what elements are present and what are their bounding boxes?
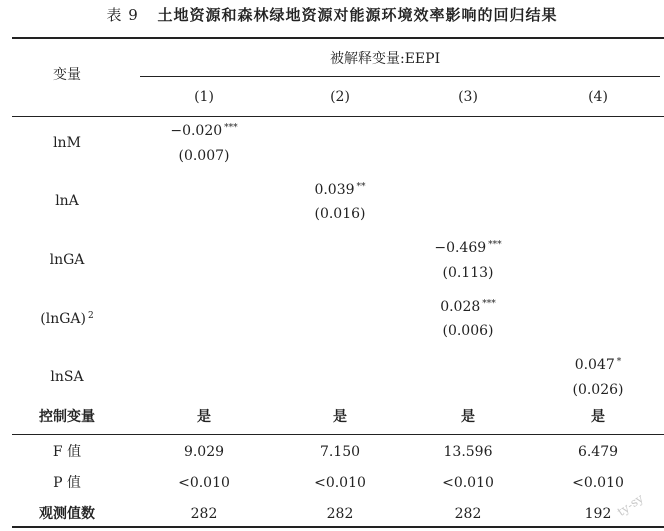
- significance-stars: *: [616, 357, 622, 367]
- bottom-rule: [12, 526, 664, 528]
- coef-value: −0.020: [170, 123, 223, 139]
- controls-col1: 是: [197, 409, 211, 425]
- row-label-observations: 观测值数: [39, 506, 95, 522]
- f-value-col3: 13.596: [443, 444, 493, 460]
- row-label-text: lnM: [53, 135, 81, 151]
- f-value-col2: 7.150: [319, 444, 361, 460]
- coef-lnga-squared: [398, 298, 538, 316]
- f-value-col1: 9.029: [183, 444, 225, 460]
- row-label-text: lnA: [55, 193, 79, 209]
- coef-lna: [270, 181, 410, 199]
- f-value-col4: 6.479: [577, 444, 619, 460]
- p-value-col1: <0.010: [178, 475, 230, 491]
- se-lnm: (0.007): [178, 148, 230, 164]
- stats-rule: [12, 434, 664, 435]
- header-variable: 变量: [53, 67, 81, 83]
- controls-col4: 是: [591, 409, 605, 425]
- significance-stars: **: [356, 182, 366, 192]
- row-label-controls: 控制变量: [39, 409, 95, 425]
- table-caption: 土地资源和森林绿地资源对能源环境效率影响的回归结果: [157, 6, 558, 24]
- p-value-col4: <0.010: [572, 475, 624, 491]
- observations-col4: 192: [584, 506, 612, 522]
- row-label-lnga-squared: [12, 310, 122, 328]
- se-lnga: (0.113): [442, 265, 494, 281]
- row-label-lnsa: [12, 368, 122, 386]
- p-value-col2: <0.010: [314, 475, 366, 491]
- coef-value: 0.039: [314, 182, 355, 198]
- column-header-1: (1): [194, 89, 214, 105]
- coef-lnm: [134, 122, 274, 140]
- coef-value: −0.469: [434, 240, 487, 256]
- header-subrule: [140, 76, 660, 77]
- column-header-3: (3): [458, 89, 478, 105]
- controls-col2: 是: [333, 409, 347, 425]
- significance-stars: ***: [224, 123, 238, 133]
- se-lnga-squared: (0.006): [442, 323, 494, 339]
- row-label-lnm: [12, 134, 122, 152]
- se-lna: (0.016): [314, 206, 366, 222]
- row-label-lnga: [12, 251, 122, 269]
- top-rule: [12, 37, 664, 39]
- coef-value: 0.028: [440, 299, 481, 315]
- significance-stars: ***: [488, 240, 502, 250]
- se-lnsa: (0.026): [572, 382, 624, 398]
- coef-lnsa: [528, 356, 664, 374]
- row-label-p-value: P 值: [53, 475, 81, 491]
- row-label-text: (lnGA): [40, 311, 86, 327]
- coef-value: 0.047: [574, 357, 615, 373]
- controls-col3: 是: [461, 409, 475, 425]
- row-label-superscript: 2: [87, 311, 94, 321]
- observations-col1: 282: [190, 506, 218, 522]
- row-label-lna: [12, 192, 122, 210]
- watermark: ty-sy: [614, 491, 647, 519]
- observations-col2: 282: [326, 506, 354, 522]
- header-bottom-rule: [12, 116, 664, 117]
- p-value-col3: <0.010: [442, 475, 494, 491]
- column-header-2: (2): [330, 89, 350, 105]
- row-label-text: lnGA: [49, 252, 85, 268]
- column-header-4: (4): [588, 89, 608, 105]
- table-number: 表 9: [106, 6, 139, 24]
- table-title: [0, 4, 664, 25]
- row-label-f-value: F 值: [52, 444, 82, 460]
- significance-stars: ***: [482, 299, 496, 309]
- row-label-text: lnSA: [50, 369, 84, 385]
- coef-lnga: [398, 239, 538, 257]
- observations-col3: 282: [454, 506, 482, 522]
- header-dependent: 被解释变量:EEPI: [330, 51, 441, 67]
